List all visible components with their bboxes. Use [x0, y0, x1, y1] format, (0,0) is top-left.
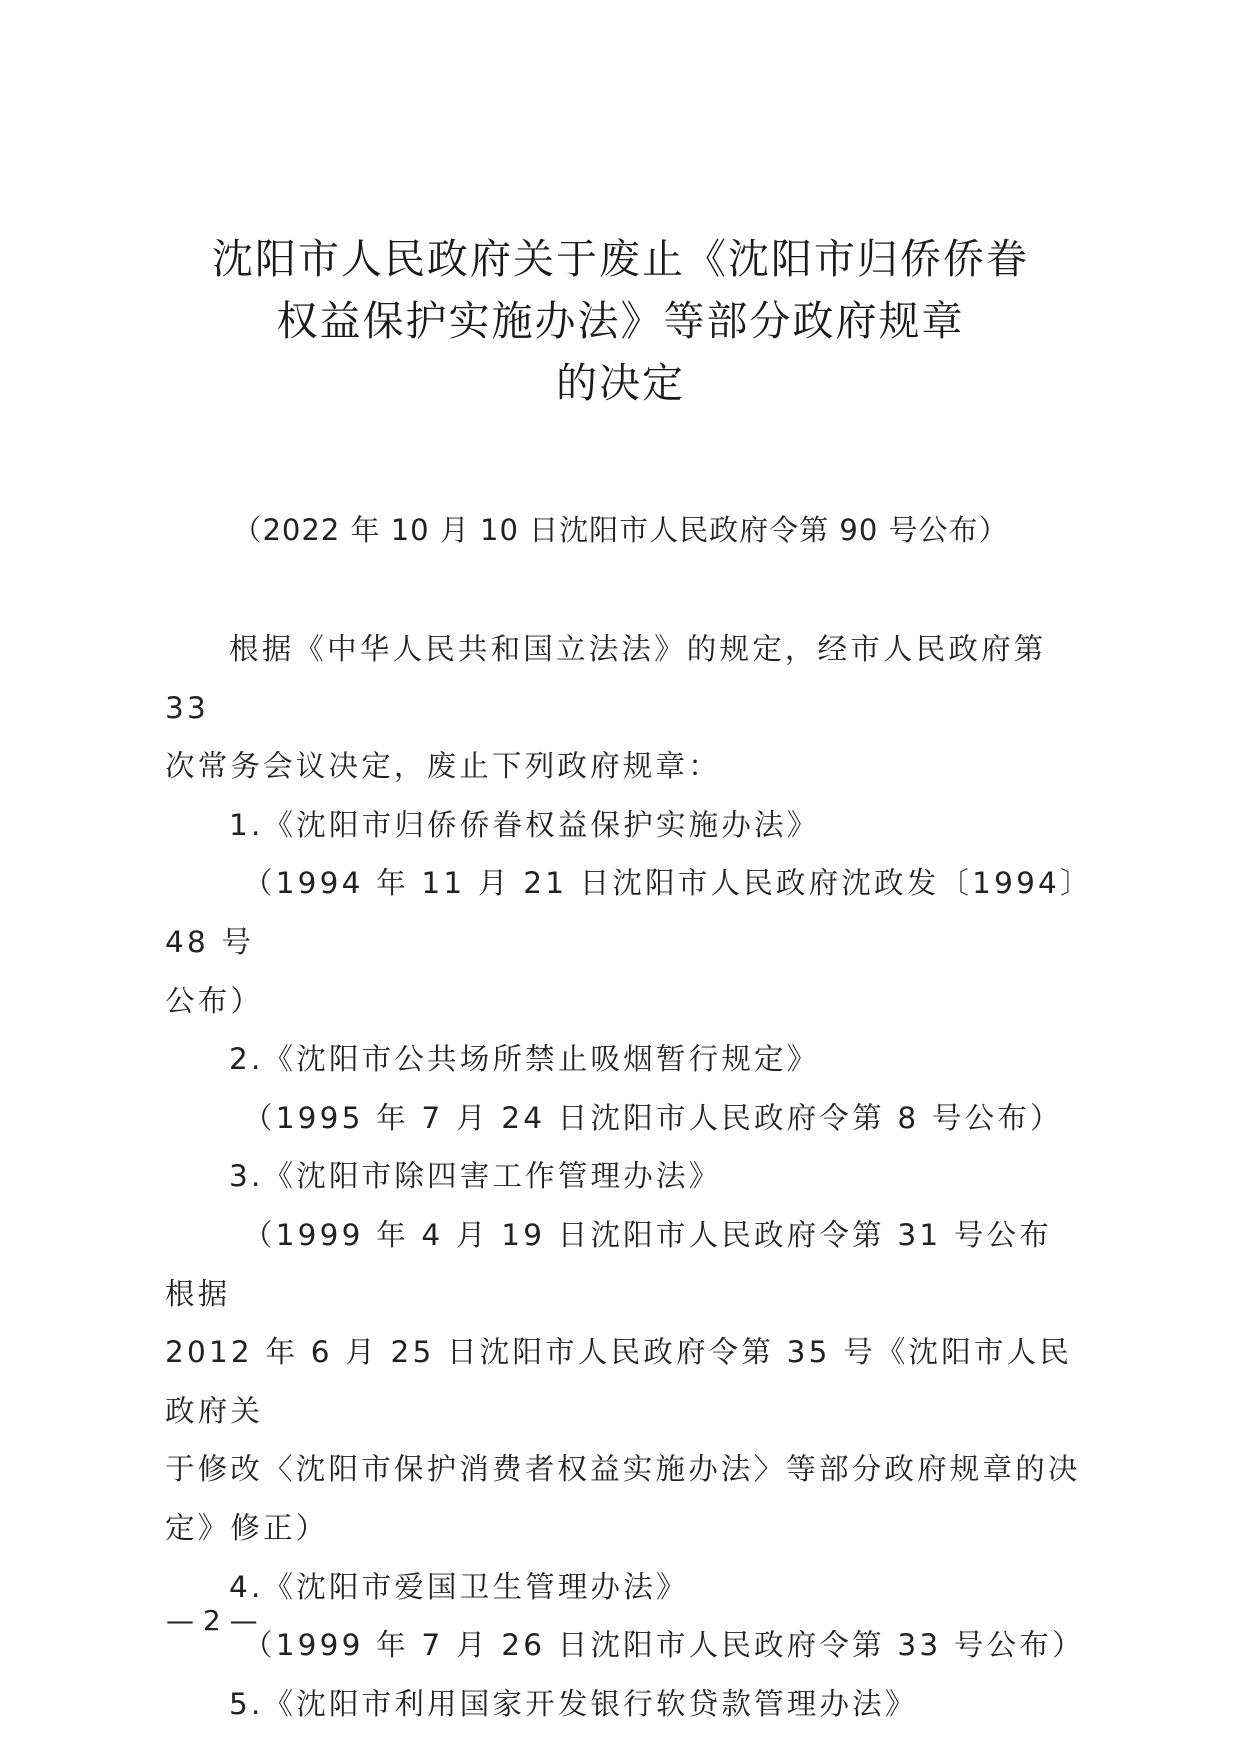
item-3-note-line-3: 于修改〈沈阳市保护消费者权益实施办法〉等部分政府规章的决: [165, 1452, 1081, 1487]
item-1-note-line-1: （1994 年 11 月 21 日沈阳市人民政府沈政发〔1994〕48 号: [165, 866, 1078, 959]
item-2-note-line-1: （1995 年 7 月 24 日沈阳市人民政府令第 8 号公布）: [243, 1100, 1063, 1135]
page-number: — 2 —: [166, 1604, 258, 1637]
item-3-note-line-4: 定》修正）: [165, 1510, 329, 1545]
promulgation-note: （2022 年 10 月 10 日沈阳市人民政府令第 90 号公布）: [232, 513, 1009, 547]
item-3-title: 3.《沈阳市除四害工作管理办法》: [229, 1159, 722, 1194]
title-line-1: 沈阳市人民政府关于废止《沈阳市归侨侨眷: [212, 235, 1029, 283]
item-3-note-line-2: 2012 年 6 月 25 日沈阳市人民政府令第 35 号《沈阳市人民政府关: [165, 1335, 1073, 1428]
item-1-title: 1.《沈阳市归侨侨眷权益保护实施办法》: [229, 807, 820, 842]
intro-paragraph: [165, 620, 1090, 737]
item-2-title: 2.《沈阳市公共场所禁止吸烟暂行规定》: [229, 1042, 820, 1077]
item-3-note-line-1: （1999 年 4 月 19 日沈阳市人民政府令第 31 号公布 根据: [165, 1217, 1085, 1311]
item-4-note-line-1: （1999 年 7 月 26 日沈阳市人民政府令第 33 号公布）: [243, 1628, 1085, 1663]
item-5-title: 5.《沈阳市利用国家开发银行软贷款管理办法》: [229, 1686, 918, 1721]
title-line-2: 权益保护实施办法》等部分政府规章: [276, 297, 965, 345]
intro-line-2-wrap: [165, 737, 1090, 796]
item-4-title: 4.《沈阳市爱国卫生管理办法》: [229, 1569, 689, 1604]
document-body: [165, 620, 1090, 1733]
document-title: [150, 228, 1091, 414]
intro-line-1: 根据《中华人民共和国立法法》的规定，经市人民政府第 33: [165, 632, 1047, 725]
item-1-note-line-2: 公布）: [165, 983, 264, 1018]
title-line-3: 的决定: [556, 359, 685, 407]
intro-line-2: 次常务会议决定，废止下列政府规章：: [165, 749, 721, 784]
